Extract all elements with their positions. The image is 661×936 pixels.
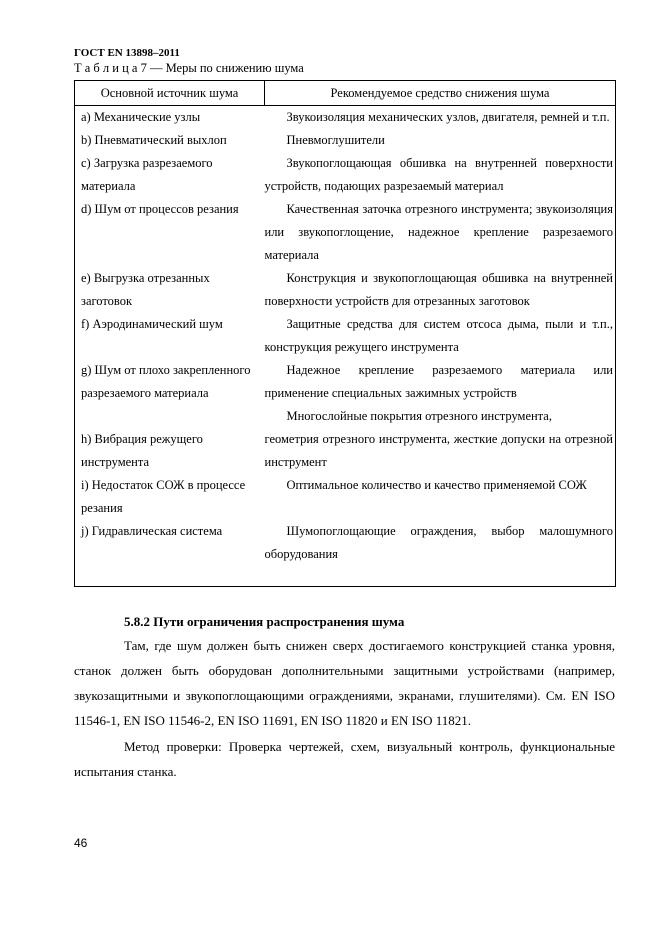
table-row (75, 359, 616, 405)
table-row (75, 474, 616, 520)
row-remedy: Надежное крепление разрезаемого материала или применение специальных зажимных устройств (264, 363, 613, 400)
table-header-row (75, 81, 616, 106)
row-source: h) Вибрация режущего инструмента (81, 432, 203, 469)
row-remedy: геометрия отрезного инструмента, жесткие допуски на отрезной инструмент (264, 432, 613, 469)
table-row (75, 428, 616, 474)
section-title: 5.8.2 Пути ограничения распространения шума (124, 614, 405, 629)
row-source: g) Шум от плохо закрепленного разрезаемого материала (81, 363, 251, 400)
table-row (75, 106, 616, 130)
row-source: j) Гидравлическая система (81, 524, 223, 538)
noise-measures-table (74, 80, 616, 587)
row-remedy: Оптимальное количество и качество применяемой СОЖ (286, 478, 587, 492)
row-remedy: Конструкция и звукопоглощающая обшивка на внутренней поверхности устройств для отрезанных заготовок (264, 271, 613, 308)
table-row (75, 520, 616, 587)
row-remedy: Звукопоглощающая обшивка на внутренней поверхности устройств, подающих разрезаемый материал (264, 156, 613, 193)
column-header-remedy: Рекомендуемое средство снижения шума (265, 81, 616, 106)
page-number: 46 (74, 836, 88, 850)
column-header-source: Основной источник шума (75, 81, 265, 106)
table-row (75, 405, 616, 428)
row-source: b) Пневматический выхлоп (81, 133, 227, 147)
row-remedy: Пневмоглушители (286, 133, 385, 147)
row-remedy: Звукоизоляция механических узлов, двигателя, ремней и т.п. (286, 110, 610, 124)
verification-paragraph: Метод проверки: Проверка чертежей, схем, визуальный контроль, функциональные испытания станка. (74, 739, 615, 779)
table-row (75, 267, 616, 313)
table-row (75, 313, 616, 359)
row-source: d) Шум от процессов резания (81, 202, 239, 216)
section-paragraph: Там, где шум должен быть снижен сверх достигаемого конструкцией станка уровня, станок должен быть оборудован дополнительными защитными устройствами (например, звукозащитными и звукопоглощающими ограждениями, экранами, глушителями). См. EN ISO 11546-1, EN ISO 11546-2, EN ISO 11691, EN ISO 11820 и EN ISO 11821. (74, 638, 615, 728)
row-source: i) Недостаток СОЖ в процессе резания (81, 478, 246, 515)
row-remedy: Защитные средства для систем отсоса дыма, пыли и т.п., конструкция режущего инструмента (264, 317, 613, 354)
table-caption: Т а б л и ц а 7 — Меры по снижению шума (74, 61, 304, 75)
row-remedy: Качественная заточка отрезного инструмента; звукоизоляция или звукопоглощение, надежное крепление разрезаемого материала (264, 202, 613, 262)
row-source: e) Выгрузка отрезанных заготовок (81, 271, 210, 308)
row-source: f) Аэродинамический шум (81, 317, 223, 331)
row-remedy: Многослойные покрытия отрезного инструмента, (286, 409, 552, 423)
row-source: c) Загрузка разрезаемого материала (81, 156, 213, 193)
table-row (75, 152, 616, 198)
table-row (75, 129, 616, 152)
row-source: a) Механические узлы (81, 110, 201, 124)
document-id: ГОСТ EN 13898–2011 (74, 47, 180, 59)
row-remedy: Шумопоглощающие ограждения, выбор малошумного оборудования (264, 524, 613, 561)
table-row (75, 198, 616, 267)
